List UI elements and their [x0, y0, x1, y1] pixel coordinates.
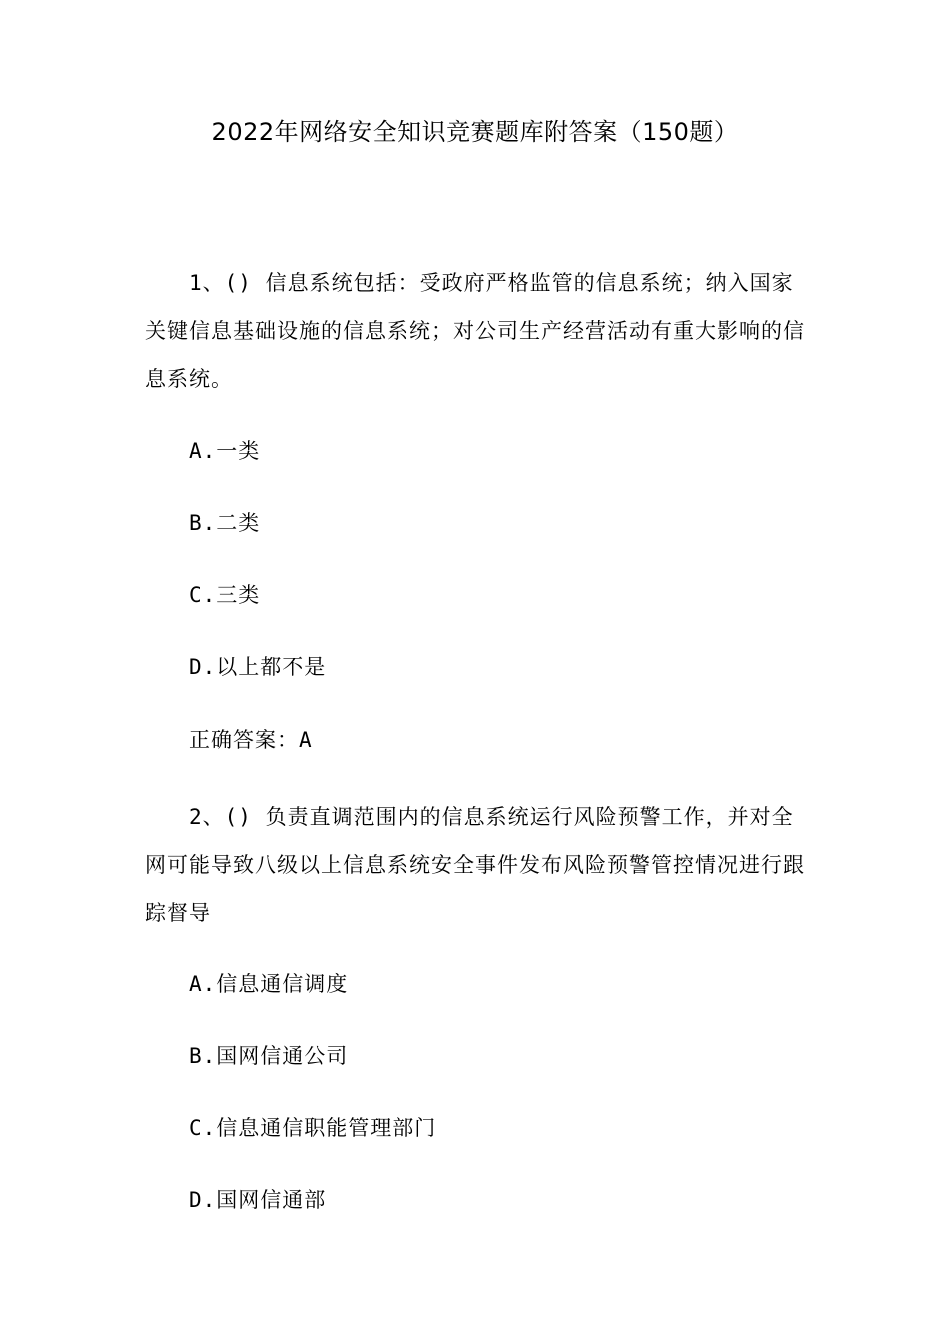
question-1-option-d: D.以上都不是: [189, 655, 327, 679]
question-1-answer: 正确答案：A: [189, 728, 313, 752]
question-2-stem: 2、() 负责直调范围内的信息系统运行风险预警工作，并对全网可能导致八级以上信息系统安全事件发布风险预警管控情况进行跟踪督导: [145, 805, 805, 925]
question-1-option-c: C.三类: [189, 583, 261, 607]
question-2-option-c: C.信息通信职能管理部门: [189, 1116, 437, 1140]
question-2-option-d: D.国网信通部: [189, 1188, 327, 1212]
document-title: 2022年网络安全知识竞赛题库附答案（150题）: [211, 118, 739, 146]
question-2-option-b: B.国网信通公司: [189, 1044, 349, 1068]
question-1-option-b: B.二类: [189, 511, 261, 535]
question-2-option-a: A.信息通信调度: [189, 972, 349, 996]
question-1-stem: 1、() 信息系统包括：受政府严格监管的信息系统；纳入国家关键信息基础设施的信息系统；对公司生产经营活动有重大影响的信息系统。: [145, 271, 805, 391]
question-1-option-a: A.一类: [189, 439, 261, 463]
